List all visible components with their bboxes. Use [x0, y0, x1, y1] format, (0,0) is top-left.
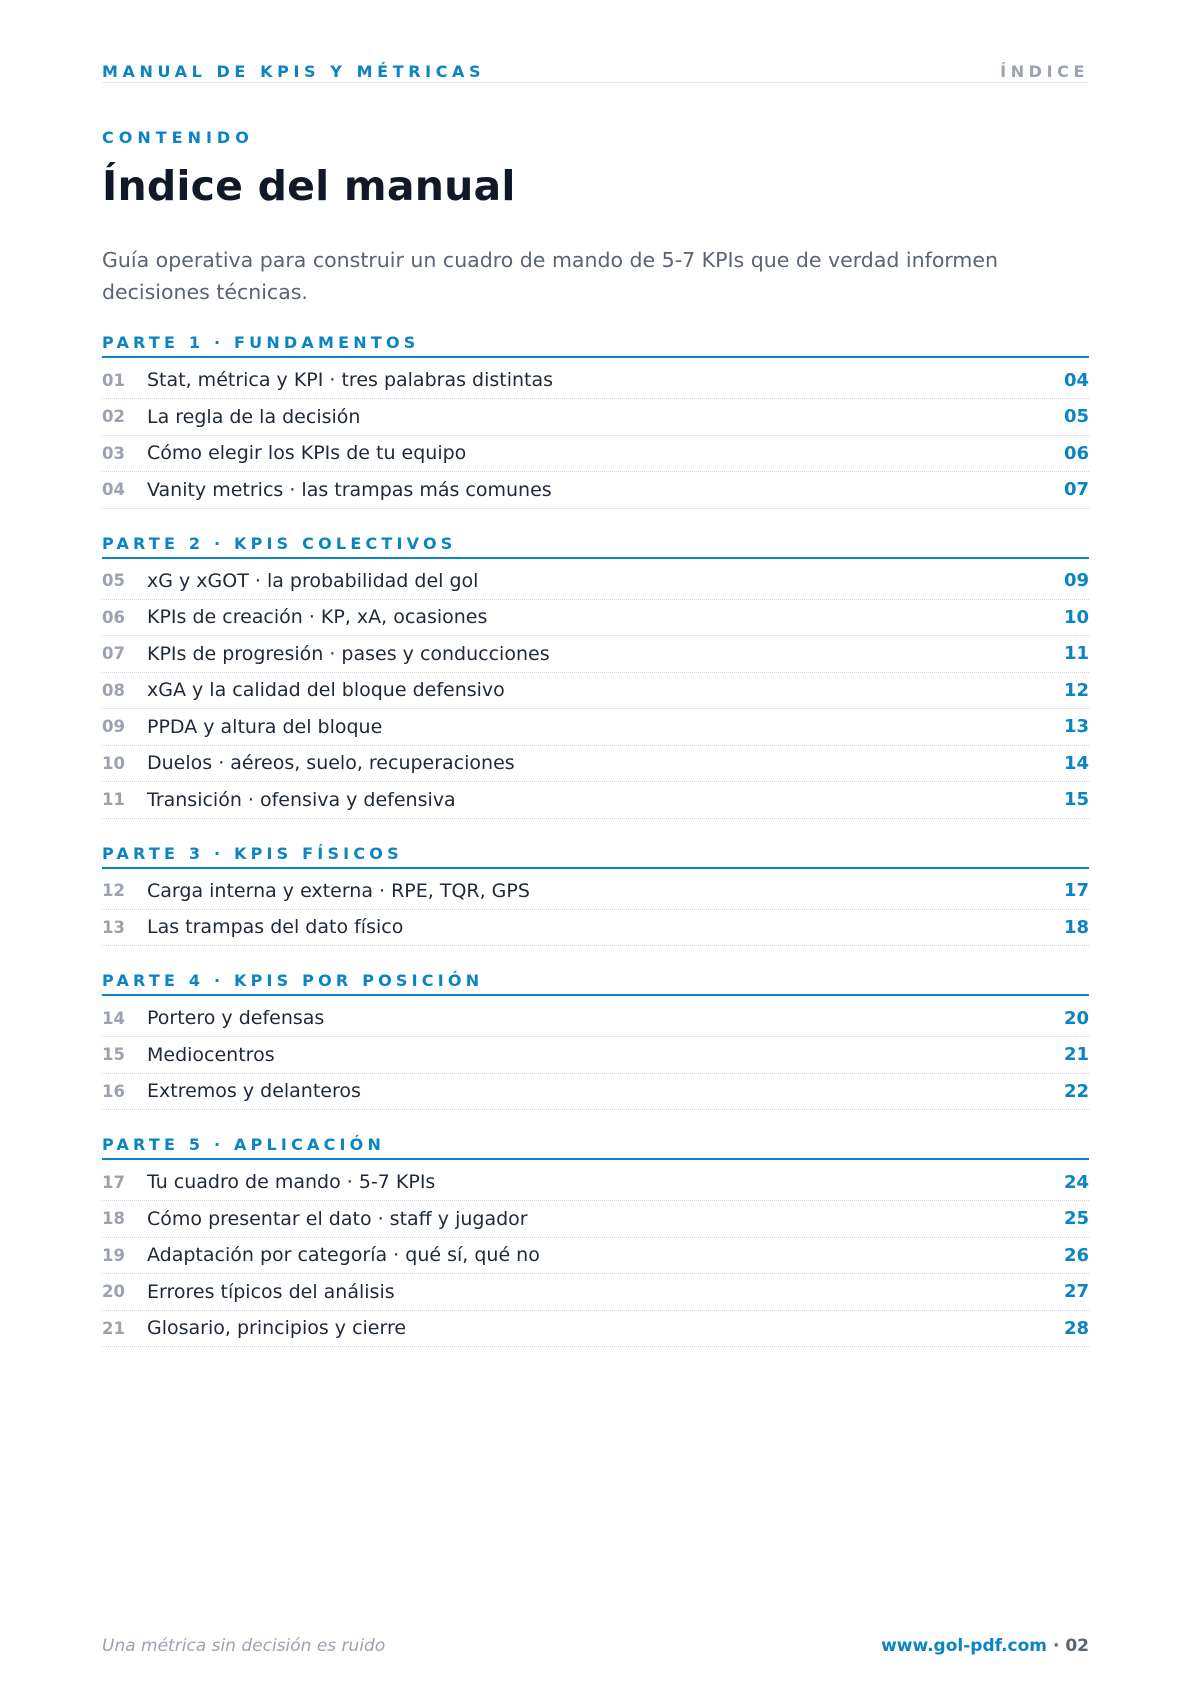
page-subtitle: Guía operativa para construir un cuadro de mando de 5-7 KPIs que de verdad informen decisiones técnicas. — [102, 248, 999, 304]
toc-entry-title: KPIs de creación · KP, xA, ocasiones — [147, 606, 488, 629]
toc-entry-page: 14 — [1063, 752, 1089, 774]
toc-entry-title: La regla de la decisión — [147, 405, 361, 428]
toc-entry-page: 11 — [1063, 643, 1089, 665]
toc-entry-number: 12 — [102, 881, 125, 900]
footer-page-number: 02 — [1065, 1636, 1089, 1656]
toc-entry[interactable] — [102, 869, 1089, 910]
toc-entry-title: Extremos y delanteros — [147, 1080, 361, 1103]
part-heading: PARTE 4 · KPIS POR POSICIÓN — [102, 966, 1089, 996]
toc-entry-number: 06 — [102, 607, 125, 627]
toc-entry[interactable] — [102, 600, 1089, 637]
toc-entry-number: 05 — [102, 571, 125, 590]
toc-entry-page: 17 — [1063, 880, 1089, 901]
toc-entry-number: 13 — [102, 917, 125, 937]
toc-entry-page: 10 — [1063, 606, 1089, 628]
toc-entry-page: 24 — [1063, 1171, 1089, 1193]
toc-entry-page: 15 — [1063, 789, 1089, 811]
toc-entry[interactable] — [102, 636, 1089, 673]
toc-entry[interactable] — [102, 746, 1089, 783]
toc-entry-page: 22 — [1063, 1080, 1089, 1102]
toc-entry-page: 07 — [1063, 479, 1089, 501]
toc-entry-number: 11 — [102, 790, 125, 810]
toc-entry-number: 18 — [102, 1209, 125, 1229]
toc-entry-title: Mediocentros — [147, 1043, 275, 1066]
toc-entry-title: Duelos · aéreos, suelo, recuperaciones — [147, 752, 515, 775]
toc-entry-number: 01 — [102, 370, 125, 390]
page — [102, 0, 1089, 1685]
toc-entry-number: 21 — [102, 1318, 125, 1338]
toc-entry-number: 02 — [102, 407, 125, 427]
toc-entry[interactable] — [102, 709, 1089, 746]
toc-entry-title: Tu cuadro de mando · 5-7 KPIs — [147, 1171, 436, 1193]
toc-entry-number: 20 — [102, 1282, 125, 1302]
part-heading: PARTE 1 · FUNDAMENTOS — [102, 328, 1089, 358]
toc-entry[interactable] — [102, 358, 1089, 399]
section-eyebrow: CONTENIDO — [102, 128, 254, 147]
toc-list — [102, 869, 1089, 947]
toc-entry-number: 10 — [102, 753, 125, 773]
page-title: Índice del manual — [102, 162, 516, 210]
toc-entry-title: Errores típicos del análisis — [147, 1280, 395, 1303]
toc-entry[interactable] — [102, 910, 1089, 947]
toc-entry[interactable] — [102, 436, 1089, 473]
toc-entry-number: 08 — [102, 680, 125, 700]
toc-entry-page: 04 — [1063, 369, 1089, 391]
toc-entry-title: Stat, métrica y KPI · tres palabras distintas — [147, 369, 554, 391]
toc-entry-title: Cómo elegir los KPIs de tu equipo — [147, 442, 467, 465]
toc-entry-number: 09 — [102, 717, 125, 737]
toc-entry-page: 09 — [1063, 570, 1089, 591]
part-heading: PARTE 2 · KPIS COLECTIVOS — [102, 529, 1089, 559]
toc-entry-title: Glosario, principios y cierre — [147, 1317, 407, 1340]
toc-entry[interactable] — [102, 472, 1089, 509]
toc-entry[interactable] — [102, 1274, 1089, 1311]
toc-list — [102, 559, 1089, 819]
toc-entry[interactable] — [102, 1238, 1089, 1275]
toc-entry-page: 27 — [1063, 1281, 1089, 1303]
toc-entry-page: 28 — [1063, 1317, 1089, 1339]
header-section-label: ÍNDICE — [1000, 62, 1089, 81]
toc-entry-page: 20 — [1063, 1007, 1089, 1029]
toc-entry-number: 14 — [102, 1008, 125, 1028]
toc-entry-number: 16 — [102, 1081, 125, 1101]
toc-list — [102, 358, 1089, 509]
toc-entry[interactable] — [102, 559, 1089, 600]
toc-entry-title: Portero y defensas — [147, 1007, 325, 1029]
table-of-contents — [102, 328, 1089, 1367]
toc-entry-number: 19 — [102, 1245, 125, 1265]
toc-list — [102, 1160, 1089, 1347]
toc-entry-title: xG y xGOT · la probabilidad del gol — [147, 569, 479, 592]
toc-entry-number: 15 — [102, 1045, 125, 1065]
toc-list — [102, 996, 1089, 1110]
footer-tagline: Una métrica sin decisión es ruido — [102, 1636, 386, 1656]
running-header — [102, 62, 1089, 83]
toc-entry-title: Transición · ofensiva y defensiva — [147, 788, 456, 811]
toc-entry-title: Adaptación por categoría · qué sí, qué no — [147, 1244, 540, 1267]
toc-entry-number: 04 — [102, 480, 125, 500]
toc-entry-page: 21 — [1063, 1044, 1089, 1066]
toc-entry[interactable] — [102, 996, 1089, 1037]
toc-entry[interactable] — [102, 1311, 1089, 1348]
footer-separator: · — [1052, 1636, 1060, 1656]
toc-entry-page: 06 — [1063, 442, 1089, 464]
toc-entry-title: Vanity metrics · las trampas más comunes — [147, 478, 552, 501]
toc-entry[interactable] — [102, 399, 1089, 436]
part-heading: PARTE 5 · APLICACIÓN — [102, 1130, 1089, 1160]
toc-entry-title: Las trampas del dato físico — [147, 916, 404, 939]
toc-entry-page: 13 — [1063, 716, 1089, 738]
header-manual-title: MANUAL DE KPIS Y MÉTRICAS — [102, 62, 486, 81]
toc-entry[interactable] — [102, 1160, 1089, 1201]
toc-entry-page: 26 — [1063, 1244, 1089, 1266]
toc-entry[interactable] — [102, 673, 1089, 710]
toc-entry-number: 03 — [102, 443, 125, 463]
toc-entry[interactable] — [102, 1037, 1089, 1074]
footer-meta — [881, 1636, 1089, 1656]
toc-entry-number: 17 — [102, 1172, 125, 1192]
page-footer — [102, 1636, 1089, 1660]
toc-entry-title: Carga interna y externa · RPE, TQR, GPS — [147, 879, 530, 902]
toc-entry-page: 18 — [1063, 916, 1089, 938]
part-heading: PARTE 3 · KPIS FÍSICOS — [102, 839, 1089, 869]
toc-entry-page: 25 — [1063, 1208, 1089, 1230]
toc-entry-title: xGA y la calidad del bloque defensivo — [147, 679, 505, 702]
toc-entry-title: KPIs de progresión · pases y conducciones — [147, 642, 550, 665]
toc-entry-number: 07 — [102, 644, 125, 664]
toc-entry[interactable] — [102, 1074, 1089, 1111]
toc-entry[interactable] — [102, 1201, 1089, 1238]
toc-entry-page: 05 — [1063, 406, 1089, 428]
footer-url-link[interactable]: www.gol-pdf.com — [881, 1636, 1048, 1656]
toc-entry-page: 12 — [1063, 679, 1089, 701]
toc-entry[interactable] — [102, 782, 1089, 819]
toc-entry-title: Cómo presentar el dato · staff y jugador — [147, 1207, 528, 1230]
toc-entry-title: PPDA y altura del bloque — [147, 715, 383, 738]
